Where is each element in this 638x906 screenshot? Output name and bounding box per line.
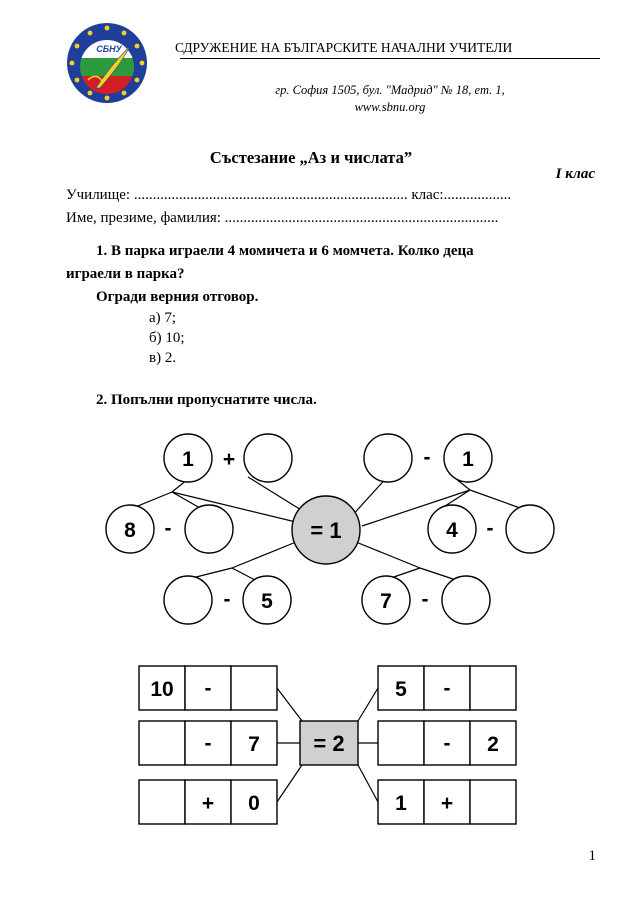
answer-option-c: в) 2.	[149, 350, 177, 366]
circle-operator: -	[423, 446, 431, 469]
circle-number: 1	[182, 448, 194, 471]
box-operator: +	[440, 792, 454, 815]
box-operator: -	[443, 732, 451, 755]
circle-number: 5	[261, 590, 273, 613]
circle-operator: -	[421, 588, 429, 611]
circle-number: 8	[124, 519, 136, 542]
question-1-line-1: 1. В парка играели 4 момичета и 6 момчета. Колко деца	[96, 243, 474, 259]
answer-box[interactable]	[378, 721, 424, 765]
box-operator: +	[201, 792, 215, 815]
address-line-1: гр. София 1505, бул. "Мадрид" № 18, ет. 1,	[275, 83, 505, 97]
question-1-line-2: играели в парка?	[66, 266, 185, 282]
competition-title	[0, 148, 638, 168]
answer-box[interactable]	[139, 780, 185, 824]
center-box-label: = 2	[313, 731, 345, 756]
circle-operator: -	[164, 517, 172, 540]
answer-circle[interactable]	[164, 576, 212, 624]
box-number: 0	[248, 792, 260, 815]
box-number: 2	[487, 733, 499, 756]
website: www.sbnu.org	[354, 100, 426, 114]
header-divider	[180, 58, 600, 59]
answer-box[interactable]	[231, 666, 277, 710]
circle-operator: -	[486, 517, 494, 540]
sbnu-logo	[66, 22, 148, 104]
question-1-instruction: Огради верния отговор.	[96, 289, 259, 305]
circle-diagram	[0, 420, 638, 630]
school-field: Училище: ......................................................................... клас:..................	[66, 187, 512, 203]
box-number: 1	[395, 792, 407, 815]
answer-circle[interactable]	[442, 576, 490, 624]
box-number: 10	[150, 678, 174, 701]
circle-number: 4	[446, 519, 458, 542]
answer-box[interactable]	[470, 780, 516, 824]
title-text: Състезание „Аз и числата”	[209, 148, 413, 167]
box-operator: -	[204, 732, 212, 755]
circle-number: 7	[380, 590, 392, 613]
address	[200, 82, 580, 116]
name-field: Име, презиме, фамилия: .........................................................................	[66, 210, 499, 226]
question-2-text: 2. Попълни пропуснатите числа.	[96, 392, 317, 408]
box-operator: -	[204, 677, 212, 700]
answer-option-b: б) 10;	[149, 330, 185, 346]
page-number: 1	[588, 848, 596, 864]
center-circle-label: = 1	[310, 518, 342, 543]
box-diagram	[0, 655, 638, 835]
grade-label: I клас	[555, 166, 595, 182]
answer-circle[interactable]	[506, 505, 554, 553]
circle-operator: -	[223, 588, 231, 611]
answer-circle[interactable]	[185, 505, 233, 553]
answer-option-a: а) 7;	[149, 310, 177, 326]
logo-text: СБНУ	[96, 44, 122, 54]
organization-name: СДРУЖЕНИЕ НА БЪЛГАРСКИТЕ НАЧАЛНИ УЧИТЕЛИ	[175, 40, 513, 55]
box-number: 5	[395, 678, 407, 701]
answer-box[interactable]	[470, 666, 516, 710]
circle-operator: +	[222, 448, 236, 471]
circle-number: 1	[462, 448, 474, 471]
answer-box[interactable]	[139, 721, 185, 765]
answer-circle[interactable]	[364, 434, 412, 482]
answer-circle[interactable]	[244, 434, 292, 482]
box-number: 7	[248, 733, 260, 756]
box-operator: -	[443, 677, 451, 700]
